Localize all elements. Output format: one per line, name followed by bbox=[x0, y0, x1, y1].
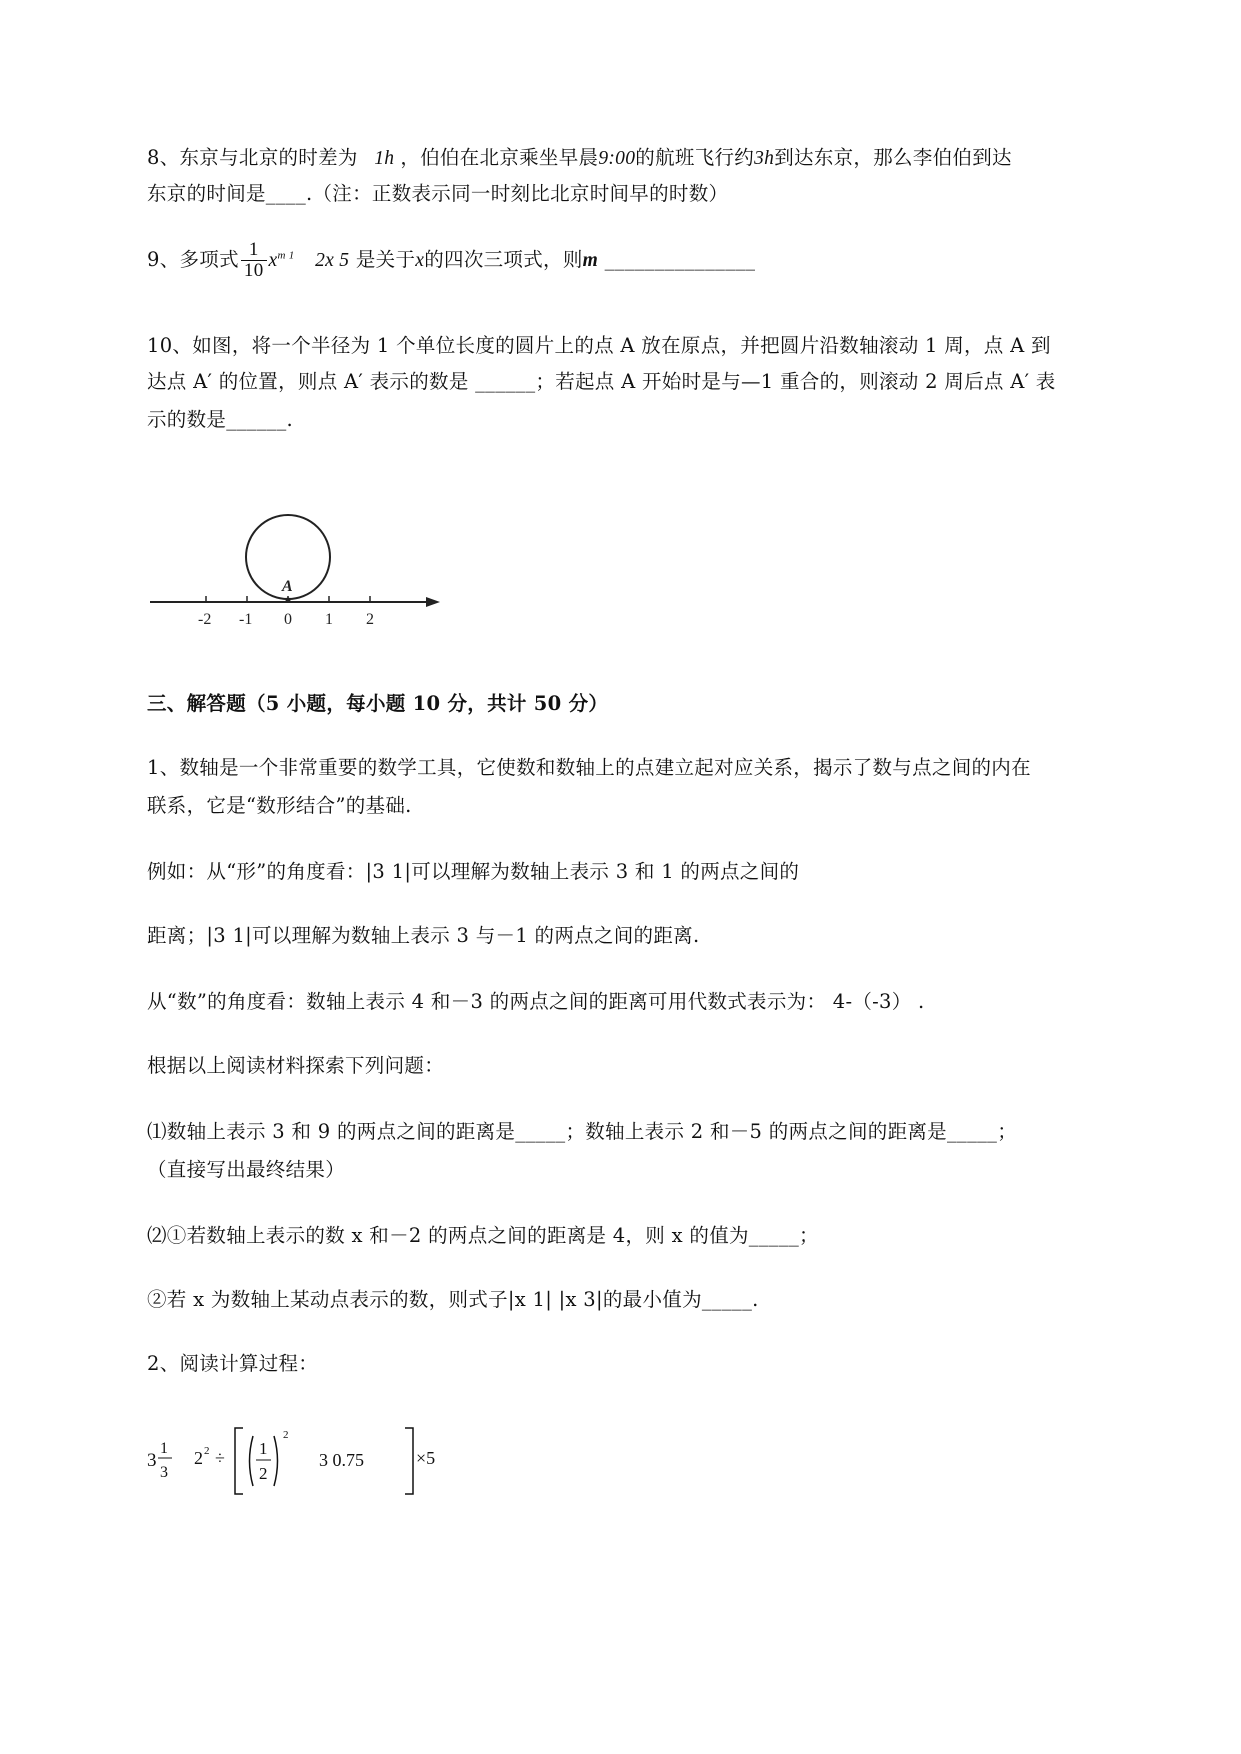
p1-q2-line1: ⑵①若数轴上表示的数 x 和－2 的两点之间的距离是 4，则 x 的值为_____； bbox=[147, 1224, 819, 1247]
tick-label-neg1: -1 bbox=[239, 611, 253, 628]
point-a-label: A bbox=[282, 578, 293, 595]
q8-line1 bbox=[147, 142, 1012, 170]
q9-text-a: 是关于 bbox=[355, 247, 416, 271]
q8-text: 8、东京与北京的时差为 bbox=[147, 146, 358, 169]
p1-q1-line2: （直接写出最终结果） bbox=[147, 1158, 346, 1181]
q9-term-mid: 2x 5 bbox=[315, 249, 350, 271]
formula-inner-num: 1 bbox=[259, 1439, 268, 1458]
q9-var-m: m bbox=[582, 249, 599, 271]
tick-label-1: 1 bbox=[325, 611, 333, 628]
q10-line3: 示的数是______. bbox=[147, 408, 293, 431]
p1-intro-line1: 1、数轴是一个非常重要的数学工具，它使数和数轴上的点建立起对应关系，揭示了数与点之间的内在 bbox=[147, 756, 1031, 779]
point-a-dot bbox=[286, 598, 291, 603]
p1-example-line2: 距离；|3 1|可以理解为数轴上表示 3 与－1 的两点之间的距离. bbox=[147, 924, 700, 947]
p1-explore: 根据以上阅读材料探索下列问题： bbox=[147, 1054, 445, 1077]
q8-text-suffix: 到达东京，那么李伯伯到达 bbox=[774, 146, 1012, 169]
p1-q2-line2: ②若 x 为数轴上某动点表示的数，则式子|x 1| |x 3|的最小值为_____. bbox=[147, 1288, 759, 1311]
q9-frac-num: 1 bbox=[241, 240, 267, 261]
p1-intro-line2: 联系，它是“数形结合”的基础. bbox=[147, 794, 412, 817]
q9-term1-exponent: m 1 bbox=[277, 249, 295, 262]
left-bracket-icon bbox=[235, 1428, 243, 1494]
formula-frac-num: 1 bbox=[160, 1440, 168, 1457]
formula-inner-exp: 2 bbox=[283, 1429, 289, 1441]
axis-arrow-icon bbox=[426, 597, 440, 607]
q9-fraction bbox=[241, 240, 267, 281]
q9-text-b: 的四次三项式，则 bbox=[424, 247, 583, 271]
q9-frac-den: 10 bbox=[243, 259, 264, 281]
q8-duration: 3h bbox=[754, 148, 775, 169]
q8-text-mid: ，伯伯在北京乘坐早晨 bbox=[400, 146, 599, 169]
formula-frac-den: 3 bbox=[160, 1464, 168, 1481]
q8-text-mid2: 的航班飞行约 bbox=[635, 146, 755, 169]
p1-q1-line1: ⑴数轴上表示 3 和 9 的两点之间的距离是_____；数轴上表示 2 和－5 的两点之间的距离是_____； bbox=[147, 1120, 1018, 1143]
p2-formula bbox=[147, 1420, 467, 1500]
formula-inner-den: 2 bbox=[259, 1464, 268, 1483]
left-paren-icon bbox=[250, 1436, 254, 1486]
p1-example-line1: 例如：从“形”的角度看：|3 1|可以理解为数轴上表示 3 和 1 的两点之间的 bbox=[147, 860, 800, 883]
formula-rest: 3 0.75 bbox=[319, 1450, 364, 1470]
q9-line bbox=[147, 240, 755, 281]
q9-text: 9、多项式 bbox=[147, 247, 239, 271]
tick-label-2: 2 bbox=[366, 611, 374, 628]
right-bracket-icon bbox=[405, 1428, 413, 1494]
formula-power-base: 2 bbox=[194, 1448, 203, 1468]
q9-answer-blank: _______________ bbox=[598, 247, 756, 271]
formula-times: ×5 bbox=[416, 1448, 436, 1468]
q9-term1: x bbox=[268, 249, 278, 271]
q10-line1: 10、如图，将一个半径为 1 个单位长度的圆片上的点 A 放在原点，并把圆片沿数轴滚动 1 周，点 A 到 bbox=[147, 334, 1051, 357]
q10-line2: 达点 A′ 的位置，则点 A′ 表示的数是 ______；若起点 A 开始时是与—1 重合的，则滚动 2 周后点 A′ 表 bbox=[147, 370, 1056, 393]
tick-label-0: 0 bbox=[284, 611, 292, 628]
tick-label-neg2: -2 bbox=[198, 611, 212, 628]
section3-heading: 三、解答题（5 小题，每小题 10 分，共计 50 分） bbox=[147, 692, 609, 715]
q8-line2: 东京的时间是____.（注：正数表示同一时刻比北京时间早的时数） bbox=[147, 182, 729, 205]
p1-example-line3: 从“数”的角度看：数轴上表示 4 和－3 的两点之间的距离可用代数式表示为： 4-（-3） . bbox=[147, 990, 925, 1013]
p2-intro: 2、阅读计算过程： bbox=[147, 1352, 319, 1375]
q9-var-x: x bbox=[415, 249, 425, 271]
formula-power-exp: 2 bbox=[204, 1445, 210, 1457]
q8-departure-time: 9:00 bbox=[598, 148, 636, 169]
p2-formula-svg bbox=[147, 1420, 467, 1500]
formula-divide: ÷ bbox=[215, 1448, 225, 1468]
number-line-figure bbox=[148, 512, 448, 644]
right-paren-icon bbox=[274, 1436, 278, 1486]
q8-time-diff: 1h bbox=[374, 148, 395, 169]
formula-whole: 3 bbox=[147, 1450, 157, 1471]
